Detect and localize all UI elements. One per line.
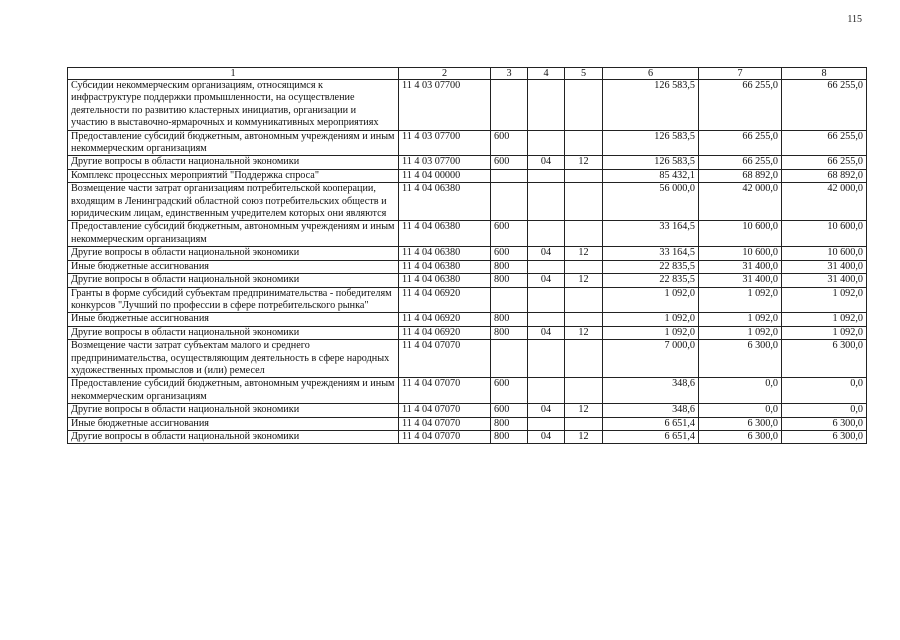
table-body <box>68 80 867 444</box>
amount-col6-cell: 348,6 <box>603 378 699 404</box>
amount-col8-cell: 66 255,0 <box>782 80 867 131</box>
amount-col8-cell: 6 300,0 <box>782 430 867 443</box>
amount-col8-cell: 1 092,0 <box>782 313 867 326</box>
amount-col6-cell: 6 651,4 <box>603 417 699 430</box>
section-cell: 04 <box>528 404 565 417</box>
row-name-cell: Гранты в форме субсидий субъектам предпринимательства - победителям конкурсов "Лучший по профессии в сфере потребительского рынка" <box>68 287 399 313</box>
section-cell: 04 <box>528 326 565 339</box>
subsection-cell: 12 <box>565 404 603 417</box>
subsection-cell: 12 <box>565 430 603 443</box>
subsection-cell <box>565 260 603 273</box>
section-cell <box>528 183 565 221</box>
expense-type-cell <box>491 340 528 378</box>
amount-col6-cell: 85 432,1 <box>603 169 699 182</box>
row-name-cell: Возмещение части затрат организациям потребительской кооперации, входящим в Ленинградский областной союз потребительских обществ и юридическим лицам, единственным учредителем которых они являются <box>68 183 399 221</box>
amount-col7-cell: 42 000,0 <box>699 183 782 221</box>
amount-col7-cell: 31 400,0 <box>699 274 782 287</box>
amount-col6-cell: 126 583,5 <box>603 156 699 169</box>
amount-col6-cell: 22 835,5 <box>603 274 699 287</box>
section-cell <box>528 80 565 131</box>
column-header: 1 <box>68 68 399 80</box>
expense-type-cell: 600 <box>491 247 528 260</box>
section-cell <box>528 260 565 273</box>
row-name-cell: Комплекс процессных мероприятий "Поддержка спроса" <box>68 169 399 182</box>
expense-type-cell: 800 <box>491 313 528 326</box>
table-row <box>68 287 867 313</box>
amount-col7-cell: 6 300,0 <box>699 417 782 430</box>
column-header: 8 <box>782 68 867 80</box>
budget-table <box>67 67 867 444</box>
row-name-cell: Иные бюджетные ассигнования <box>68 260 399 273</box>
table-row <box>68 430 867 443</box>
amount-col7-cell: 66 255,0 <box>699 80 782 131</box>
table-row <box>68 404 867 417</box>
amount-col7-cell: 6 300,0 <box>699 340 782 378</box>
expense-type-cell: 800 <box>491 326 528 339</box>
section-cell <box>528 340 565 378</box>
expense-type-cell: 600 <box>491 378 528 404</box>
subsection-cell <box>565 378 603 404</box>
target-article-code-cell: 11 4 04 07070 <box>399 404 491 417</box>
subsection-cell: 12 <box>565 247 603 260</box>
table-row <box>68 417 867 430</box>
table-row <box>68 156 867 169</box>
row-name-cell: Субсидии некоммерческим организациям, относящимся к инфраструктуре поддержки промышленности, на осуществление деятельности по развитию кластерных инициатив, организации и участию в выставочно-ярмарочных и коммуникативных мероприятиях <box>68 80 399 131</box>
table-row <box>68 378 867 404</box>
subsection-cell <box>565 287 603 313</box>
target-article-code-cell: 11 4 04 06380 <box>399 247 491 260</box>
row-name-cell: Предоставление субсидий бюджетным, автономным учреждениям и иным некоммерческим организациям <box>68 130 399 156</box>
section-cell <box>528 287 565 313</box>
row-name-cell: Возмещение части затрат субъектам малого и среднего предпринимательства, осуществляющим деятельность в сфере народных художественных промыслов и (или) ремесел <box>68 340 399 378</box>
subsection-cell <box>565 169 603 182</box>
section-cell: 04 <box>528 430 565 443</box>
target-article-code-cell: 11 4 04 06380 <box>399 260 491 273</box>
target-article-code-cell: 11 4 04 06380 <box>399 221 491 247</box>
table-row <box>68 274 867 287</box>
amount-col8-cell: 0,0 <box>782 404 867 417</box>
column-header: 7 <box>699 68 782 80</box>
amount-col7-cell: 6 300,0 <box>699 430 782 443</box>
expense-type-cell: 600 <box>491 156 528 169</box>
amount-col6-cell: 7 000,0 <box>603 340 699 378</box>
amount-col8-cell: 66 255,0 <box>782 130 867 156</box>
amount-col8-cell: 6 300,0 <box>782 340 867 378</box>
table-row <box>68 169 867 182</box>
row-name-cell: Другие вопросы в области национальной экономики <box>68 430 399 443</box>
expense-type-cell: 600 <box>491 404 528 417</box>
table-row <box>68 247 867 260</box>
column-header: 5 <box>565 68 603 80</box>
amount-col6-cell: 22 835,5 <box>603 260 699 273</box>
section-cell <box>528 378 565 404</box>
amount-col7-cell: 1 092,0 <box>699 287 782 313</box>
row-name-cell: Иные бюджетные ассигнования <box>68 313 399 326</box>
table-row <box>68 183 867 221</box>
expense-type-cell: 600 <box>491 130 528 156</box>
target-article-code-cell: 11 4 04 07070 <box>399 430 491 443</box>
target-article-code-cell: 11 4 04 06920 <box>399 287 491 313</box>
table-row <box>68 313 867 326</box>
subsection-cell <box>565 130 603 156</box>
target-article-code-cell: 11 4 04 06920 <box>399 313 491 326</box>
expense-type-cell <box>491 287 528 313</box>
amount-col6-cell: 126 583,5 <box>603 80 699 131</box>
amount-col6-cell: 1 092,0 <box>603 326 699 339</box>
amount-col7-cell: 68 892,0 <box>699 169 782 182</box>
subsection-cell: 12 <box>565 156 603 169</box>
subsection-cell <box>565 340 603 378</box>
amount-col6-cell: 1 092,0 <box>603 313 699 326</box>
table-row <box>68 221 867 247</box>
amount-col6-cell: 56 000,0 <box>603 183 699 221</box>
expense-type-cell: 800 <box>491 260 528 273</box>
expense-type-cell: 800 <box>491 274 528 287</box>
expense-type-cell <box>491 183 528 221</box>
target-article-code-cell: 11 4 04 07070 <box>399 417 491 430</box>
column-header: 2 <box>399 68 491 80</box>
section-cell: 04 <box>528 274 565 287</box>
amount-col7-cell: 10 600,0 <box>699 247 782 260</box>
section-cell <box>528 221 565 247</box>
amount-col8-cell: 10 600,0 <box>782 221 867 247</box>
subsection-cell: 12 <box>565 274 603 287</box>
amount-col6-cell: 126 583,5 <box>603 130 699 156</box>
column-header: 6 <box>603 68 699 80</box>
expense-type-cell: 600 <box>491 221 528 247</box>
row-name-cell: Предоставление субсидий бюджетным, автономным учреждениям и иным некоммерческим организациям <box>68 378 399 404</box>
amount-col7-cell: 66 255,0 <box>699 156 782 169</box>
target-article-code-cell: 11 4 03 07700 <box>399 156 491 169</box>
target-article-code-cell: 11 4 04 06380 <box>399 274 491 287</box>
expense-type-cell: 800 <box>491 417 528 430</box>
section-cell: 04 <box>528 247 565 260</box>
subsection-cell <box>565 417 603 430</box>
section-cell <box>528 130 565 156</box>
amount-col8-cell: 31 400,0 <box>782 260 867 273</box>
amount-col8-cell: 1 092,0 <box>782 287 867 313</box>
amount-col7-cell: 10 600,0 <box>699 221 782 247</box>
target-article-code-cell: 11 4 04 07070 <box>399 378 491 404</box>
section-cell: 04 <box>528 156 565 169</box>
amount-col7-cell: 1 092,0 <box>699 313 782 326</box>
amount-col8-cell: 66 255,0 <box>782 156 867 169</box>
subsection-cell <box>565 313 603 326</box>
section-cell <box>528 169 565 182</box>
amount-col7-cell: 66 255,0 <box>699 130 782 156</box>
target-article-code-cell: 11 4 04 06920 <box>399 326 491 339</box>
amount-col6-cell: 33 164,5 <box>603 247 699 260</box>
target-article-code-cell: 11 4 03 07700 <box>399 80 491 131</box>
row-name-cell: Другие вопросы в области национальной экономики <box>68 274 399 287</box>
amount-col8-cell: 31 400,0 <box>782 274 867 287</box>
subsection-cell <box>565 221 603 247</box>
amount-col6-cell: 348,6 <box>603 404 699 417</box>
amount-col8-cell: 10 600,0 <box>782 247 867 260</box>
table-row <box>68 80 867 131</box>
target-article-code-cell: 11 4 04 00000 <box>399 169 491 182</box>
expense-type-cell <box>491 169 528 182</box>
row-name-cell: Другие вопросы в области национальной экономики <box>68 404 399 417</box>
amount-col8-cell: 42 000,0 <box>782 183 867 221</box>
target-article-code-cell: 11 4 04 06380 <box>399 183 491 221</box>
amount-col7-cell: 31 400,0 <box>699 260 782 273</box>
section-cell <box>528 313 565 326</box>
row-name-cell: Другие вопросы в области национальной экономики <box>68 156 399 169</box>
page-number: 115 <box>847 14 862 25</box>
column-header: 4 <box>528 68 565 80</box>
amount-col7-cell: 0,0 <box>699 404 782 417</box>
row-name-cell: Иные бюджетные ассигнования <box>68 417 399 430</box>
amount-col6-cell: 33 164,5 <box>603 221 699 247</box>
subsection-cell <box>565 80 603 131</box>
subsection-cell <box>565 183 603 221</box>
amount-col8-cell: 0,0 <box>782 378 867 404</box>
amount-col8-cell: 68 892,0 <box>782 169 867 182</box>
amount-col7-cell: 1 092,0 <box>699 326 782 339</box>
column-header: 3 <box>491 68 528 80</box>
expense-type-cell <box>491 80 528 131</box>
table-row <box>68 340 867 378</box>
table-row <box>68 260 867 273</box>
amount-col6-cell: 6 651,4 <box>603 430 699 443</box>
row-name-cell: Другие вопросы в области национальной экономики <box>68 326 399 339</box>
table-row <box>68 326 867 339</box>
table-row <box>68 130 867 156</box>
amount-col6-cell: 1 092,0 <box>603 287 699 313</box>
target-article-code-cell: 11 4 04 07070 <box>399 340 491 378</box>
subsection-cell: 12 <box>565 326 603 339</box>
amount-col8-cell: 6 300,0 <box>782 417 867 430</box>
row-name-cell: Другие вопросы в области национальной экономики <box>68 247 399 260</box>
amount-col8-cell: 1 092,0 <box>782 326 867 339</box>
column-number-row <box>68 68 867 80</box>
target-article-code-cell: 11 4 03 07700 <box>399 130 491 156</box>
expense-type-cell: 800 <box>491 430 528 443</box>
row-name-cell: Предоставление субсидий бюджетным, автономным учреждениям и иным некоммерческим организациям <box>68 221 399 247</box>
section-cell <box>528 417 565 430</box>
amount-col7-cell: 0,0 <box>699 378 782 404</box>
